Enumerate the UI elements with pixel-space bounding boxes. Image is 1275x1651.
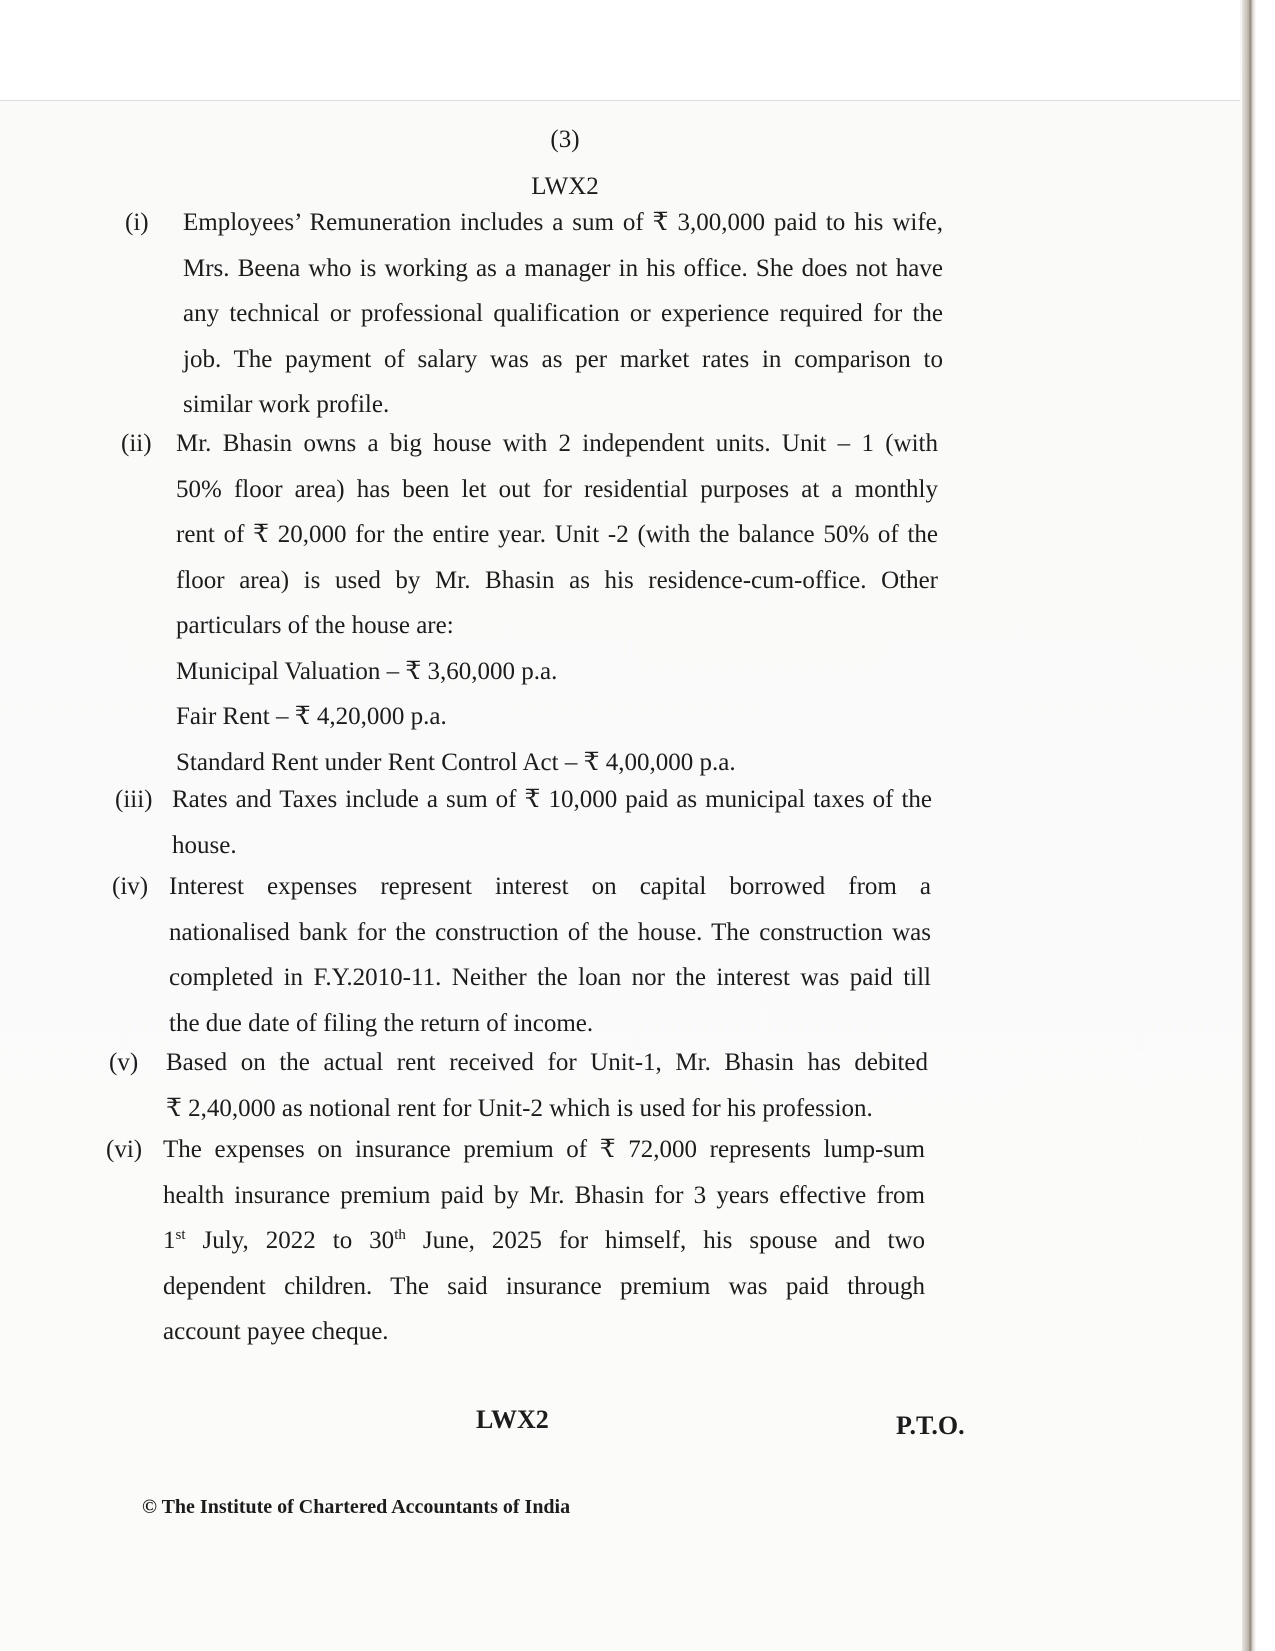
list-item bbox=[112, 864, 942, 1049]
text-line: ₹ 2,40,000 as notional rent for Unit-2 which is used for his profession. bbox=[166, 1094, 873, 1122]
text-line: Rates and Taxes include a sum of ₹ 10,000 paid as municipal taxes of the bbox=[172, 786, 932, 813]
text-line: account payee cheque. bbox=[163, 1318, 389, 1345]
text-line: nationalised bank for the construction of the house. The construction was bbox=[169, 918, 931, 946]
item-number: (ii) bbox=[121, 430, 152, 457]
paper-code-footer: LWX2 bbox=[476, 1405, 549, 1434]
text-line: The expenses on insurance premium of ₹ 72,000 represents lump-sum bbox=[163, 1136, 925, 1163]
text-line: house. bbox=[172, 831, 237, 859]
text-line: Mr. Bhasin owns a big house with 2 independent units. Unit – 1 (with bbox=[176, 430, 938, 457]
item-number: (i) bbox=[125, 209, 149, 236]
item-text bbox=[163, 1127, 925, 1355]
list-item bbox=[121, 421, 951, 786]
page-number: (3) bbox=[550, 126, 580, 153]
item-text bbox=[169, 864, 931, 1046]
text-line: rent of ₹ 20,000 for the entire year. Unit -2 (with the balance 50% of the bbox=[176, 521, 938, 548]
text-line: Employees’ Remuneration includes a sum of ₹ 3,00,000 paid to his wife, bbox=[183, 209, 943, 236]
item-number: (iv) bbox=[112, 873, 149, 900]
pto-label: P.T.O. bbox=[896, 1411, 965, 1440]
text-line: Mrs. Beena who is working as a manager in his office. She does not have bbox=[183, 254, 943, 282]
ordinal-suffix: th bbox=[394, 1227, 406, 1243]
text-line: Based on the actual rent received for Unit-1, Mr. Bhasin has debited bbox=[166, 1049, 928, 1076]
list-item bbox=[106, 1127, 936, 1357]
text-line: Municipal Valuation – ₹ 3,60,000 p.a. bbox=[176, 657, 558, 685]
item-text bbox=[172, 777, 932, 868]
copyright-notice: © The Institute of Chartered Accountants of India bbox=[142, 1496, 571, 1518]
item-number: (iii) bbox=[115, 786, 153, 813]
page-binding-edge bbox=[1242, 0, 1256, 1651]
paper-code-header: LWX2 bbox=[531, 173, 599, 200]
list-item bbox=[115, 777, 945, 872]
item-text bbox=[176, 421, 938, 785]
text-line: dependent children. The said insurance premium was paid through bbox=[163, 1272, 925, 1300]
text-line: health insurance premium paid by Mr. Bhasin for 3 years effective from bbox=[163, 1181, 925, 1209]
item-text bbox=[183, 200, 943, 428]
text-line: floor area) is used by Mr. Bhasin as his residence-cum-office. Other bbox=[176, 566, 938, 594]
item-text bbox=[166, 1040, 928, 1131]
list-item bbox=[109, 1040, 939, 1135]
text-line: the due date of filing the return of income. bbox=[169, 1009, 594, 1037]
date-day: 1 bbox=[163, 1227, 176, 1254]
text-line: similar work profile. bbox=[183, 391, 390, 418]
text-line: completed in F.Y.2010-11. Neither the loan nor the interest was paid till bbox=[169, 964, 931, 991]
item-number: (vi) bbox=[106, 1136, 143, 1163]
list-item bbox=[125, 200, 955, 430]
text-line: Interest expenses represent interest on capital borrowed from a bbox=[169, 873, 931, 900]
text-line: particulars of the house are: bbox=[176, 612, 454, 639]
item-number: (v) bbox=[109, 1049, 139, 1076]
date-middle: July, 2022 to 30 bbox=[185, 1227, 395, 1254]
text-line: any technical or professional qualification or experience required for the bbox=[183, 300, 943, 327]
text-line: 50% floor area) has been let out for residential purposes at a monthly bbox=[176, 475, 938, 503]
date-line bbox=[163, 1218, 925, 1264]
ordinal-suffix: st bbox=[175, 1227, 186, 1243]
page-top-margin bbox=[0, 0, 1240, 101]
text-line: job. The payment of salary was as per market rates in comparison to bbox=[183, 345, 943, 373]
text-line: Standard Rent under Rent Control Act – ₹ 4,00,000 p.a. bbox=[176, 748, 736, 776]
text-line: Fair Rent – ₹ 4,20,000 p.a. bbox=[176, 703, 447, 730]
date-rest: June, 2025 for himself, his spouse and two bbox=[405, 1227, 925, 1254]
page-outer-margin bbox=[1256, 0, 1275, 1651]
